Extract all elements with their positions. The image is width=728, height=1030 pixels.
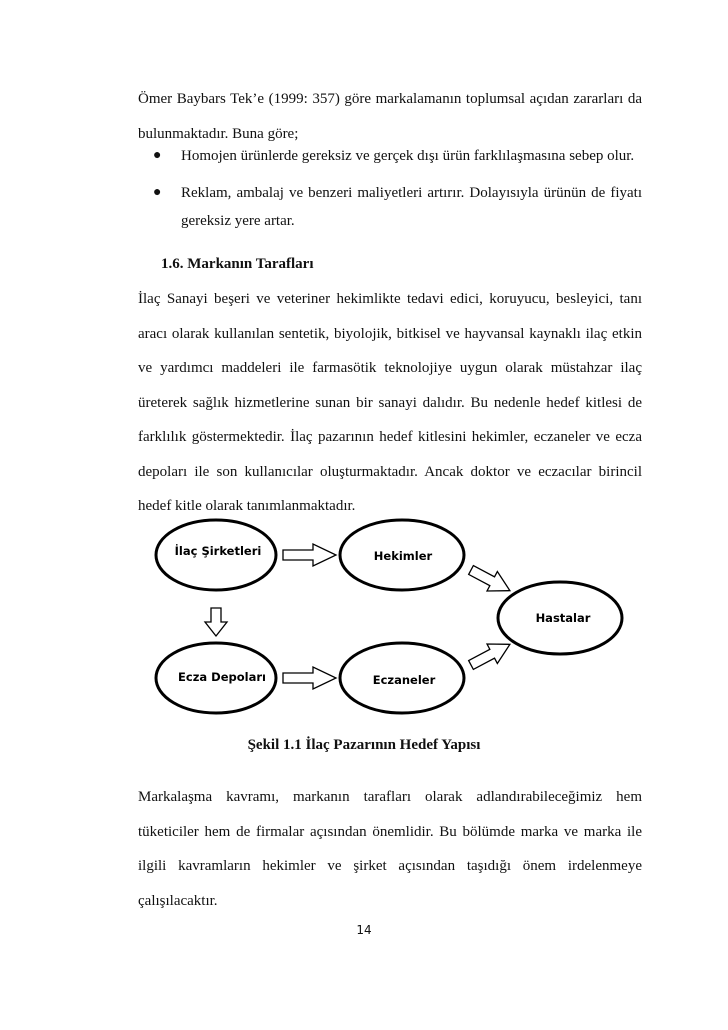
closing-paragraph: Markalaşma kavramı, markanın tarafları olarak adlandırabileceğimiz hem tüketiciler hem de firmalar açısından önemlidir. Bu bölümde marka ve marka ile ilgili kavramların hekimler ve şirket açısından taşıdığı önem irdelenmeye çalışılacaktır.	[138, 789, 642, 909]
node-label-hastalar: Hastalar	[535, 611, 591, 625]
node-label-ecza-depolari: Ecza Depoları	[178, 670, 266, 684]
figure-caption: Şekil 1.1 İlaç Pazarının Hedef Yapısı	[247, 737, 481, 753]
bullet-list-item-2	[138, 179, 642, 235]
body-paragraph: İlaç Sanayi beşeri ve veteriner hekimlikte tedavi edici, koruyucu, besleyici, tanı aracı olarak kullanılan sentetik, biyolojik, bitkisel ve hayvansal kaynaklı ilaç etkin ve yardımcı maddeleri ile farmasötik teknolojiye uygun olarak müstahzar ilaç üreterek sağlık hizmetlerine sunan bir sanayi dalıdır. Bu nedenle hedef kitlesi de farklılık göstermektedir. İlaç pazarının hedef kitlesini hekimler, eczaneler ve ecza depoları ile son kullanıcılar oluşturmaktadır. Ancak doktor ve eczacılar birincil hedef kitle olarak tanımlanmaktadır.	[138, 291, 642, 514]
bullet-text: Reklam, ambalaj ve benzeri maliyetleri artırır. Dolayısıyla ürünün de fiyatı gereksiz yere artar.	[181, 185, 642, 229]
page-number: 14	[356, 923, 372, 937]
bullet-text: Homojen ürünlerde gereksiz ve gerçek dışı ürün farklılaşmasına sebep olur.	[181, 148, 635, 164]
arrow-ilac-to-hekimler	[283, 544, 336, 566]
arrow-eczaneler-to-hastalar	[466, 635, 515, 675]
arrow-ecza-to-eczaneler	[283, 667, 336, 689]
arrow-hekimler-to-hastalar	[466, 560, 515, 600]
bullet-icon: ●	[153, 148, 162, 163]
node-label-hekimler: Hekimler	[373, 549, 433, 563]
bullet-list-item-1	[138, 142, 642, 170]
node-label-ilac-sirketleri: İlaç Şirketleri	[174, 544, 262, 558]
bullet-icon: ●	[153, 185, 162, 200]
node-label-eczaneler: Eczaneler	[372, 673, 436, 687]
section-heading: 1.6. Markanın Tarafları	[161, 256, 314, 272]
arrow-ilac-to-ecza	[205, 608, 227, 636]
intro-paragraph: Ömer Baybars Tek’e (1999: 357) göre markalamanın toplumsal açıdan zararları da bulunmaktadır. Buna göre;	[138, 91, 642, 142]
market-structure-diagram	[138, 500, 642, 730]
